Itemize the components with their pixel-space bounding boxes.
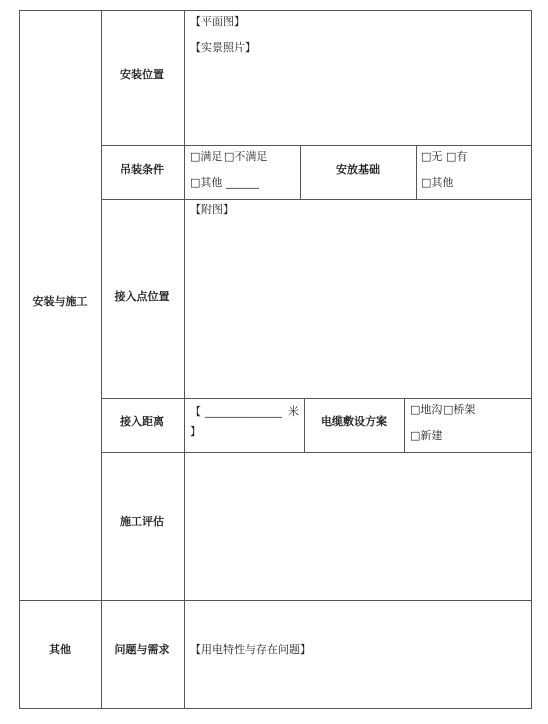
lifting-option-meet[interactable]: □满足 xyxy=(190,150,223,163)
divider-distance-right xyxy=(404,398,405,453)
row-label-distance: 接入距离 xyxy=(120,415,164,428)
divider-row-2 xyxy=(101,199,531,200)
row-label-access-point: 接入点位置 xyxy=(114,290,170,303)
cable-option-new[interactable]: □新建 xyxy=(410,429,443,442)
row-label-lifting: 吊装条件 xyxy=(120,163,164,176)
attach-note: 【附图】 xyxy=(190,203,234,216)
row-label-location: 安装位置 xyxy=(120,68,164,81)
cable-option-trench[interactable]: □地沟 xyxy=(410,403,443,416)
label-foundation: 安放基础 xyxy=(336,163,380,176)
divider-row-1 xyxy=(101,145,531,146)
table-border-top xyxy=(19,10,531,11)
section-label-other: 其他 xyxy=(49,643,71,656)
row-label-issues: 问题与需求 xyxy=(114,643,170,656)
divider-col-1 xyxy=(101,10,102,709)
divider-section xyxy=(19,600,531,601)
distance-bracket-close: 】 xyxy=(190,425,201,438)
divider-distance-mid xyxy=(304,398,305,453)
plan-note: 【平面图】 xyxy=(190,15,245,28)
divider-col-2 xyxy=(184,10,185,709)
divider-row-3 xyxy=(101,398,531,399)
distance-blank: ______________ xyxy=(205,405,282,418)
photo-note: 【实景照片】 xyxy=(190,41,256,54)
table-border-bottom xyxy=(19,708,531,709)
foundation-option-other[interactable]: □其他 xyxy=(421,176,454,189)
table-border-left xyxy=(19,10,20,709)
lifting-option-not-meet[interactable]: □不满足 xyxy=(224,150,268,163)
distance-bracket-open: 【 xyxy=(190,405,201,418)
divider-lifting-mid xyxy=(300,145,301,200)
distance-unit: 米 xyxy=(288,405,299,418)
divider-row-4 xyxy=(101,452,531,453)
foundation-option-none[interactable]: □无 xyxy=(421,150,443,163)
table-border-right xyxy=(531,10,532,709)
label-cable: 电缆敷设方案 xyxy=(321,415,387,428)
issues-note: 【用电特性与存在问题】 xyxy=(190,643,311,656)
divider-lifting-right xyxy=(416,145,417,200)
foundation-option-yes[interactable]: □有 xyxy=(446,150,468,163)
lifting-other-blank: ______ xyxy=(226,176,259,189)
cable-option-bridge[interactable]: □桥架 xyxy=(443,403,476,416)
section-label-install: 安装与施工 xyxy=(32,295,88,308)
row-label-construction: 施工评估 xyxy=(120,515,164,528)
lifting-option-other[interactable]: □其他 xyxy=(190,176,223,189)
